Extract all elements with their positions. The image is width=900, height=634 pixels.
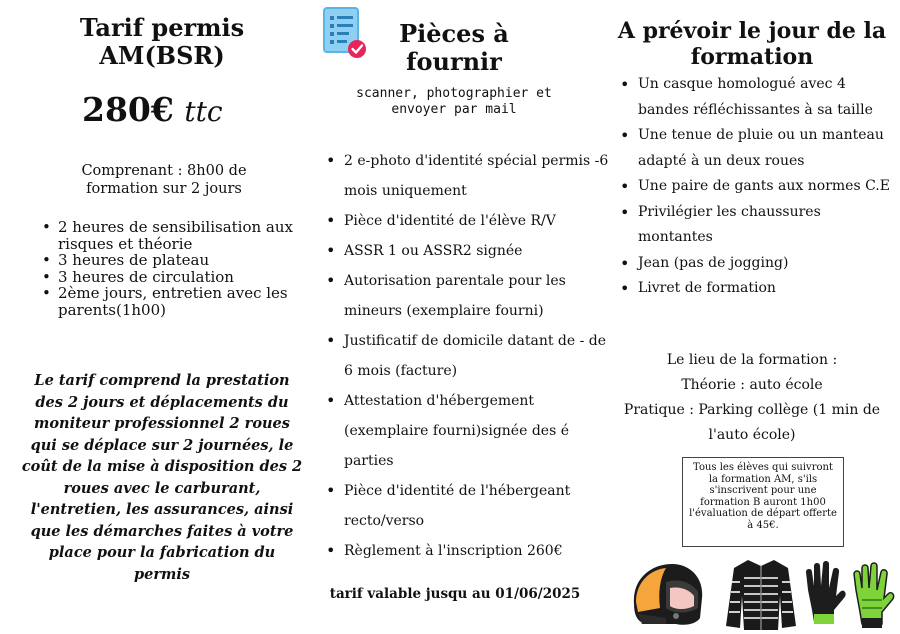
price-amount: 280€ [82, 90, 174, 129]
location-theory: Théorie : auto école [681, 377, 823, 393]
list-item: • 3 heures de circulation [20, 269, 304, 286]
offer-box: Tous les élèves qui suivront la formation AM, s'ils s'inscrivent pour une formation B auront 1h00 l'évaluation de départ offerte à 45€. [682, 457, 844, 547]
price-note: Le tarif comprend la prestation des 2 jours et déplacements du moniteur professionnel 2 roues qui se déplace sur 2 journées, le coût de la mise à disposition des 2 roues avec le carburant, l'entretien, les assurances, ainsi que les démarches faites à votre place pour la fabrication du permis [21, 372, 303, 583]
list-item: • Pièce d'identité de l'élève R/V [312, 206, 610, 236]
gloves-icon [800, 560, 896, 632]
price [82, 90, 223, 129]
list-item: • Autorisation parentale pour les mineurs (exemplaire fourni) [312, 266, 610, 326]
documents-subtitle: scanner, photographier et envoyer par mail [356, 86, 552, 117]
list-item: • Un casque homologué avec 4 bandes réfléchissantes à sa taille [606, 72, 898, 123]
pricing-title: Tarif permis AM(BSR) [79, 13, 245, 70]
list-item: • Règlement à l'inscription 260€ [312, 536, 610, 566]
list-item: • Privilégier les chaussures montantes [606, 200, 898, 251]
validity-note: tarif valable jusqu au 01/06/2025 [329, 586, 581, 602]
price-suffix: ttc [184, 95, 223, 128]
list-item: • 2 e-photo d'identité spécial permis -6 mois uniquement [312, 146, 610, 206]
location-heading: Le lieu de la formation : [666, 352, 838, 368]
location-practice: Pratique : Parking collège (1 min de l'auto école) [623, 402, 881, 443]
list-item: • Livret de formation [606, 276, 898, 302]
list-item: • Une tenue de pluie ou un manteau adapté à un deux roues [606, 123, 898, 174]
list-item: • 2 heures de sensibilisation aux risques et théorie [20, 219, 304, 252]
list-item: • Attestation d'hébergement (exemplaire fourni)signée des é parties [312, 386, 610, 476]
list-item: • Une paire de gants aux normes C.E [606, 174, 898, 200]
list-item: • Pièce d'identité de l'hébergeant recto/verso [312, 476, 610, 536]
list-item: • Jean (pas de jogging) [606, 251, 898, 277]
helmet-icon [626, 558, 708, 630]
list-item: • Justificatif de domicile datant de - de 6 mois (facture) [312, 326, 610, 386]
jacket-icon [722, 556, 800, 632]
documents-title: Pièces à fournir [399, 19, 509, 76]
documents-list [312, 146, 610, 566]
list-item: • 2ème jours, entretien avec les parents(1h00) [20, 285, 304, 318]
list-item: • ASSR 1 ou ASSR2 signée [312, 236, 610, 266]
equipment-list [606, 72, 898, 302]
list-item: • 3 heures de plateau [20, 252, 304, 269]
equipment-title: A prévoir le jour de la formation [617, 18, 887, 70]
comprenant-text: Comprenant : 8h00 de formation sur 2 jours [81, 163, 247, 197]
training-hours-list [20, 219, 304, 318]
